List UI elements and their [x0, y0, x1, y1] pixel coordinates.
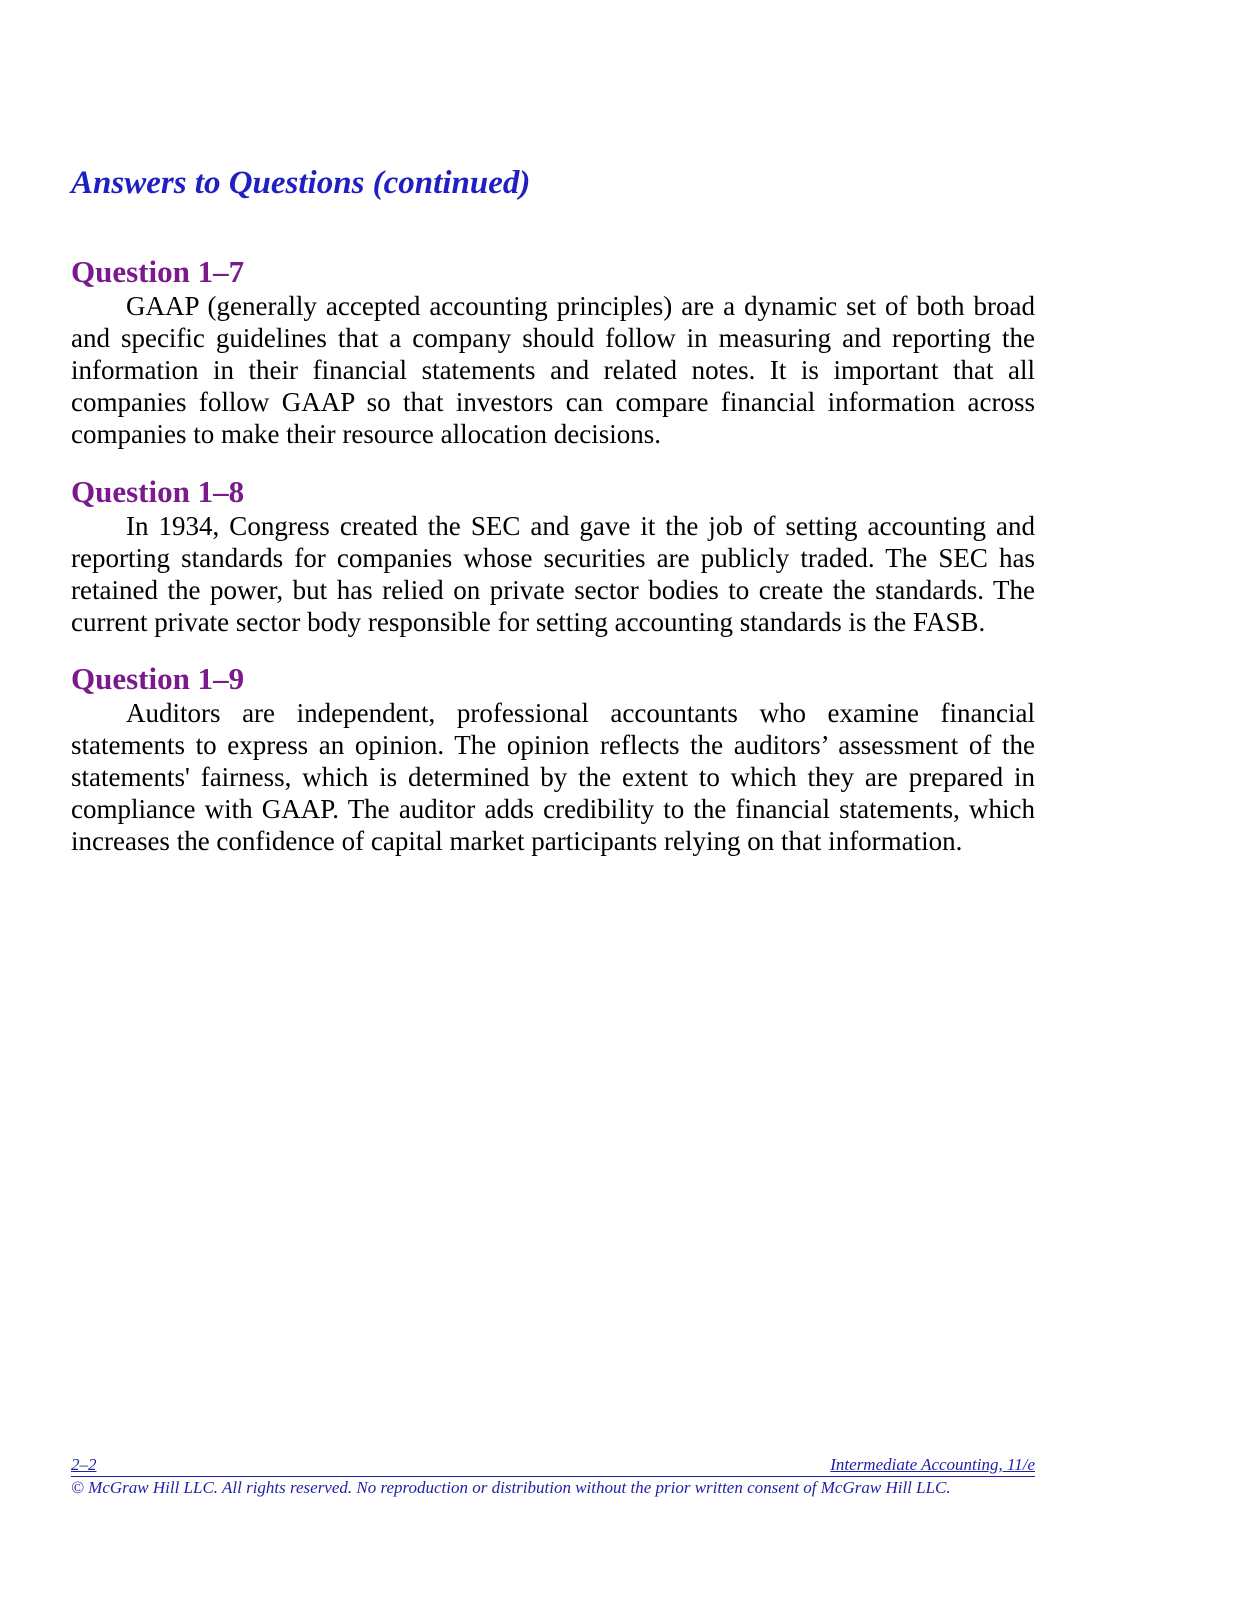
question-section-1-7	[71, 254, 1035, 450]
answer-text: Auditors are independent, professional accountants who examine financial statements to express an opinion. The opinion reflects the auditors’ assessment of the statements' fairness, which is determined by the extent to which they are prepared in compliance with GAAP. The auditor adds credibility to the financial statements, which increases the confidence of capital market participants relying on that information.	[71, 698, 1035, 856]
question-section-1-8	[71, 474, 1035, 638]
answer-text: In 1934, Congress created the SEC and gave it the job of setting accounting and reporting standards for companies whose securities are publicly traded. The SEC has retained the power, but has relied on private sector bodies to create the standards. The current private sector body responsible for setting accounting standards is the FASB.	[71, 511, 1035, 637]
question-title: Question 1–7	[71, 254, 245, 289]
footer-book-title: Intermediate Accounting, 11/e	[830, 1455, 1035, 1474]
footer-top-row	[71, 1455, 1035, 1477]
page-footer	[71, 1455, 1035, 1499]
question-title: Question 1–8	[71, 474, 245, 509]
page-heading: Answers to Questions (continued)	[71, 165, 531, 201]
footer-page-number: 2–2	[71, 1455, 97, 1474]
footer-copyright: © McGraw Hill LLC. All rights reserved. No reproduction or distribution without the prior written consent of McGraw Hill LLC.	[71, 1478, 951, 1497]
question-title: Question 1–9	[71, 661, 245, 696]
question-section-1-9	[71, 661, 1035, 857]
answer-text: GAAP (generally accepted accounting principles) are a dynamic set of both broad and specific guidelines that a company should follow in measuring and reporting the information in their financial statements and related notes. It is important that all companies follow GAAP so that investors can compare financial information across companies to make their resource allocation decisions.	[71, 291, 1035, 449]
